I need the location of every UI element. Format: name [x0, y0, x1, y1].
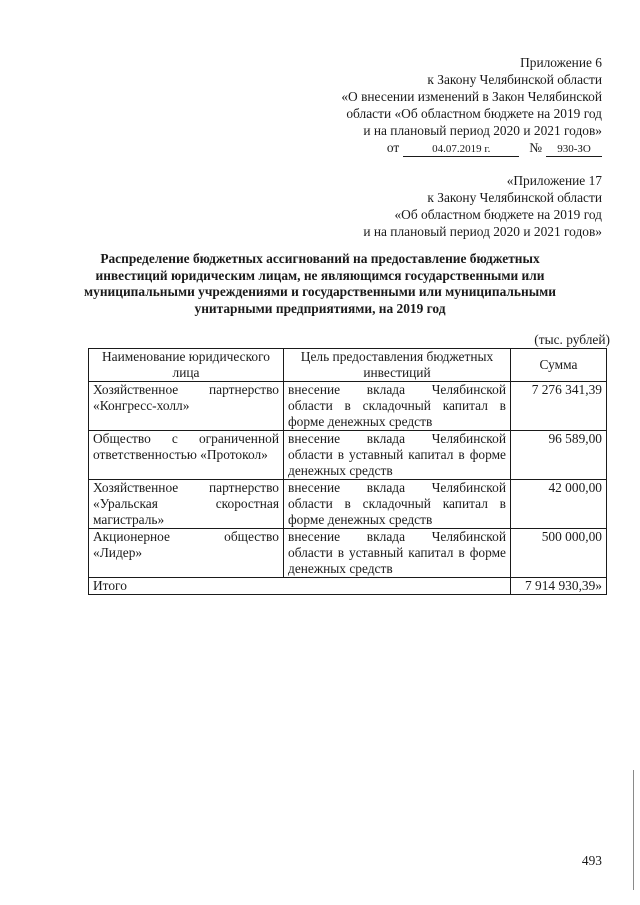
appendix-6-header — [341, 54, 602, 157]
title-line-2: инвестиций юридическим лицам, не являющимся государственными или — [95, 267, 545, 283]
appendix-6-law-ref: к Закону Челябинской области — [427, 72, 602, 87]
document-title — [70, 251, 570, 317]
header-name: Наименование юридического лица — [89, 349, 284, 382]
law-signature-line — [341, 139, 602, 157]
total-row — [89, 578, 607, 595]
allocation-table — [88, 348, 607, 595]
from-label: от — [386, 140, 400, 155]
title-line-1: Распределение бюджетных ассигнований на предоставление бюджетных — [100, 251, 540, 266]
investment-purpose: внесение вклада Челябинской области в уставный капитал в форме денежных средств — [284, 431, 511, 480]
entity-name: Акционерное общество «Лидер» — [89, 529, 284, 578]
appendix-17-period-line: и на плановый период 2020 и 2021 годов» — [363, 224, 602, 239]
entity-name: Общество с ограниченной ответственностью «Протокол» — [89, 431, 284, 480]
investment-purpose: внесение вклада Челябинской области в уставный капитал в форме денежных средств — [284, 529, 511, 578]
header-amount: Сумма — [511, 349, 607, 382]
table-row — [89, 382, 607, 431]
appendix-17-title: «Приложение 17 — [506, 173, 602, 188]
number-label: № — [529, 140, 542, 155]
amount: 42 000,00 — [511, 480, 607, 529]
appendix-6-amendment-line: «О внесении изменений в Закон Челябинской — [341, 89, 602, 104]
units-note: (тыс. рублей) — [534, 332, 610, 347]
appendix-6-budget-line: области «Об областном бюджете на 2019 год — [346, 106, 602, 121]
appendix-17-law-ref: к Закону Челябинской области — [427, 190, 602, 205]
page-number: 493 — [581, 853, 602, 868]
law-number: 930-ЗО — [546, 143, 602, 157]
table-row — [89, 480, 607, 529]
law-date: 04.07.2019 г. — [403, 143, 519, 157]
title-line-3: муниципальными учреждениями и государственными или муниципальными — [84, 284, 556, 299]
appendix-6-period-line: и на плановый период 2020 и 2021 годов» — [363, 123, 602, 138]
table-header-row — [89, 349, 607, 382]
table-row — [89, 529, 607, 578]
entity-name: Хозяйственное партнерство «Уральская скоростная магистраль» — [89, 480, 284, 529]
amount: 7 276 341,39 — [511, 382, 607, 431]
investment-purpose: внесение вклада Челябинской области в складочный капитал в форме денежных средств — [284, 382, 511, 431]
scan-edge-line — [633, 770, 634, 890]
total-amount: 7 914 930,39» — [511, 578, 607, 595]
appendix-6-title: Приложение 6 — [520, 55, 602, 70]
appendix-17-budget-line: «Об областном бюджете на 2019 год — [394, 207, 602, 222]
table-row — [89, 431, 607, 480]
amount: 500 000,00 — [511, 529, 607, 578]
appendix-17-header — [363, 172, 602, 240]
total-label: Итого — [89, 578, 511, 595]
amount: 96 589,00 — [511, 431, 607, 480]
header-purpose: Цель предоставления бюджетных инвестиций — [284, 349, 511, 382]
entity-name: Хозяйственное партнерство «Конгресс-холл» — [89, 382, 284, 431]
investment-purpose: внесение вклада Челябинской области в складочный капитал в форме денежных средств — [284, 480, 511, 529]
title-line-4: унитарными предприятиями, на 2019 год — [194, 300, 446, 316]
